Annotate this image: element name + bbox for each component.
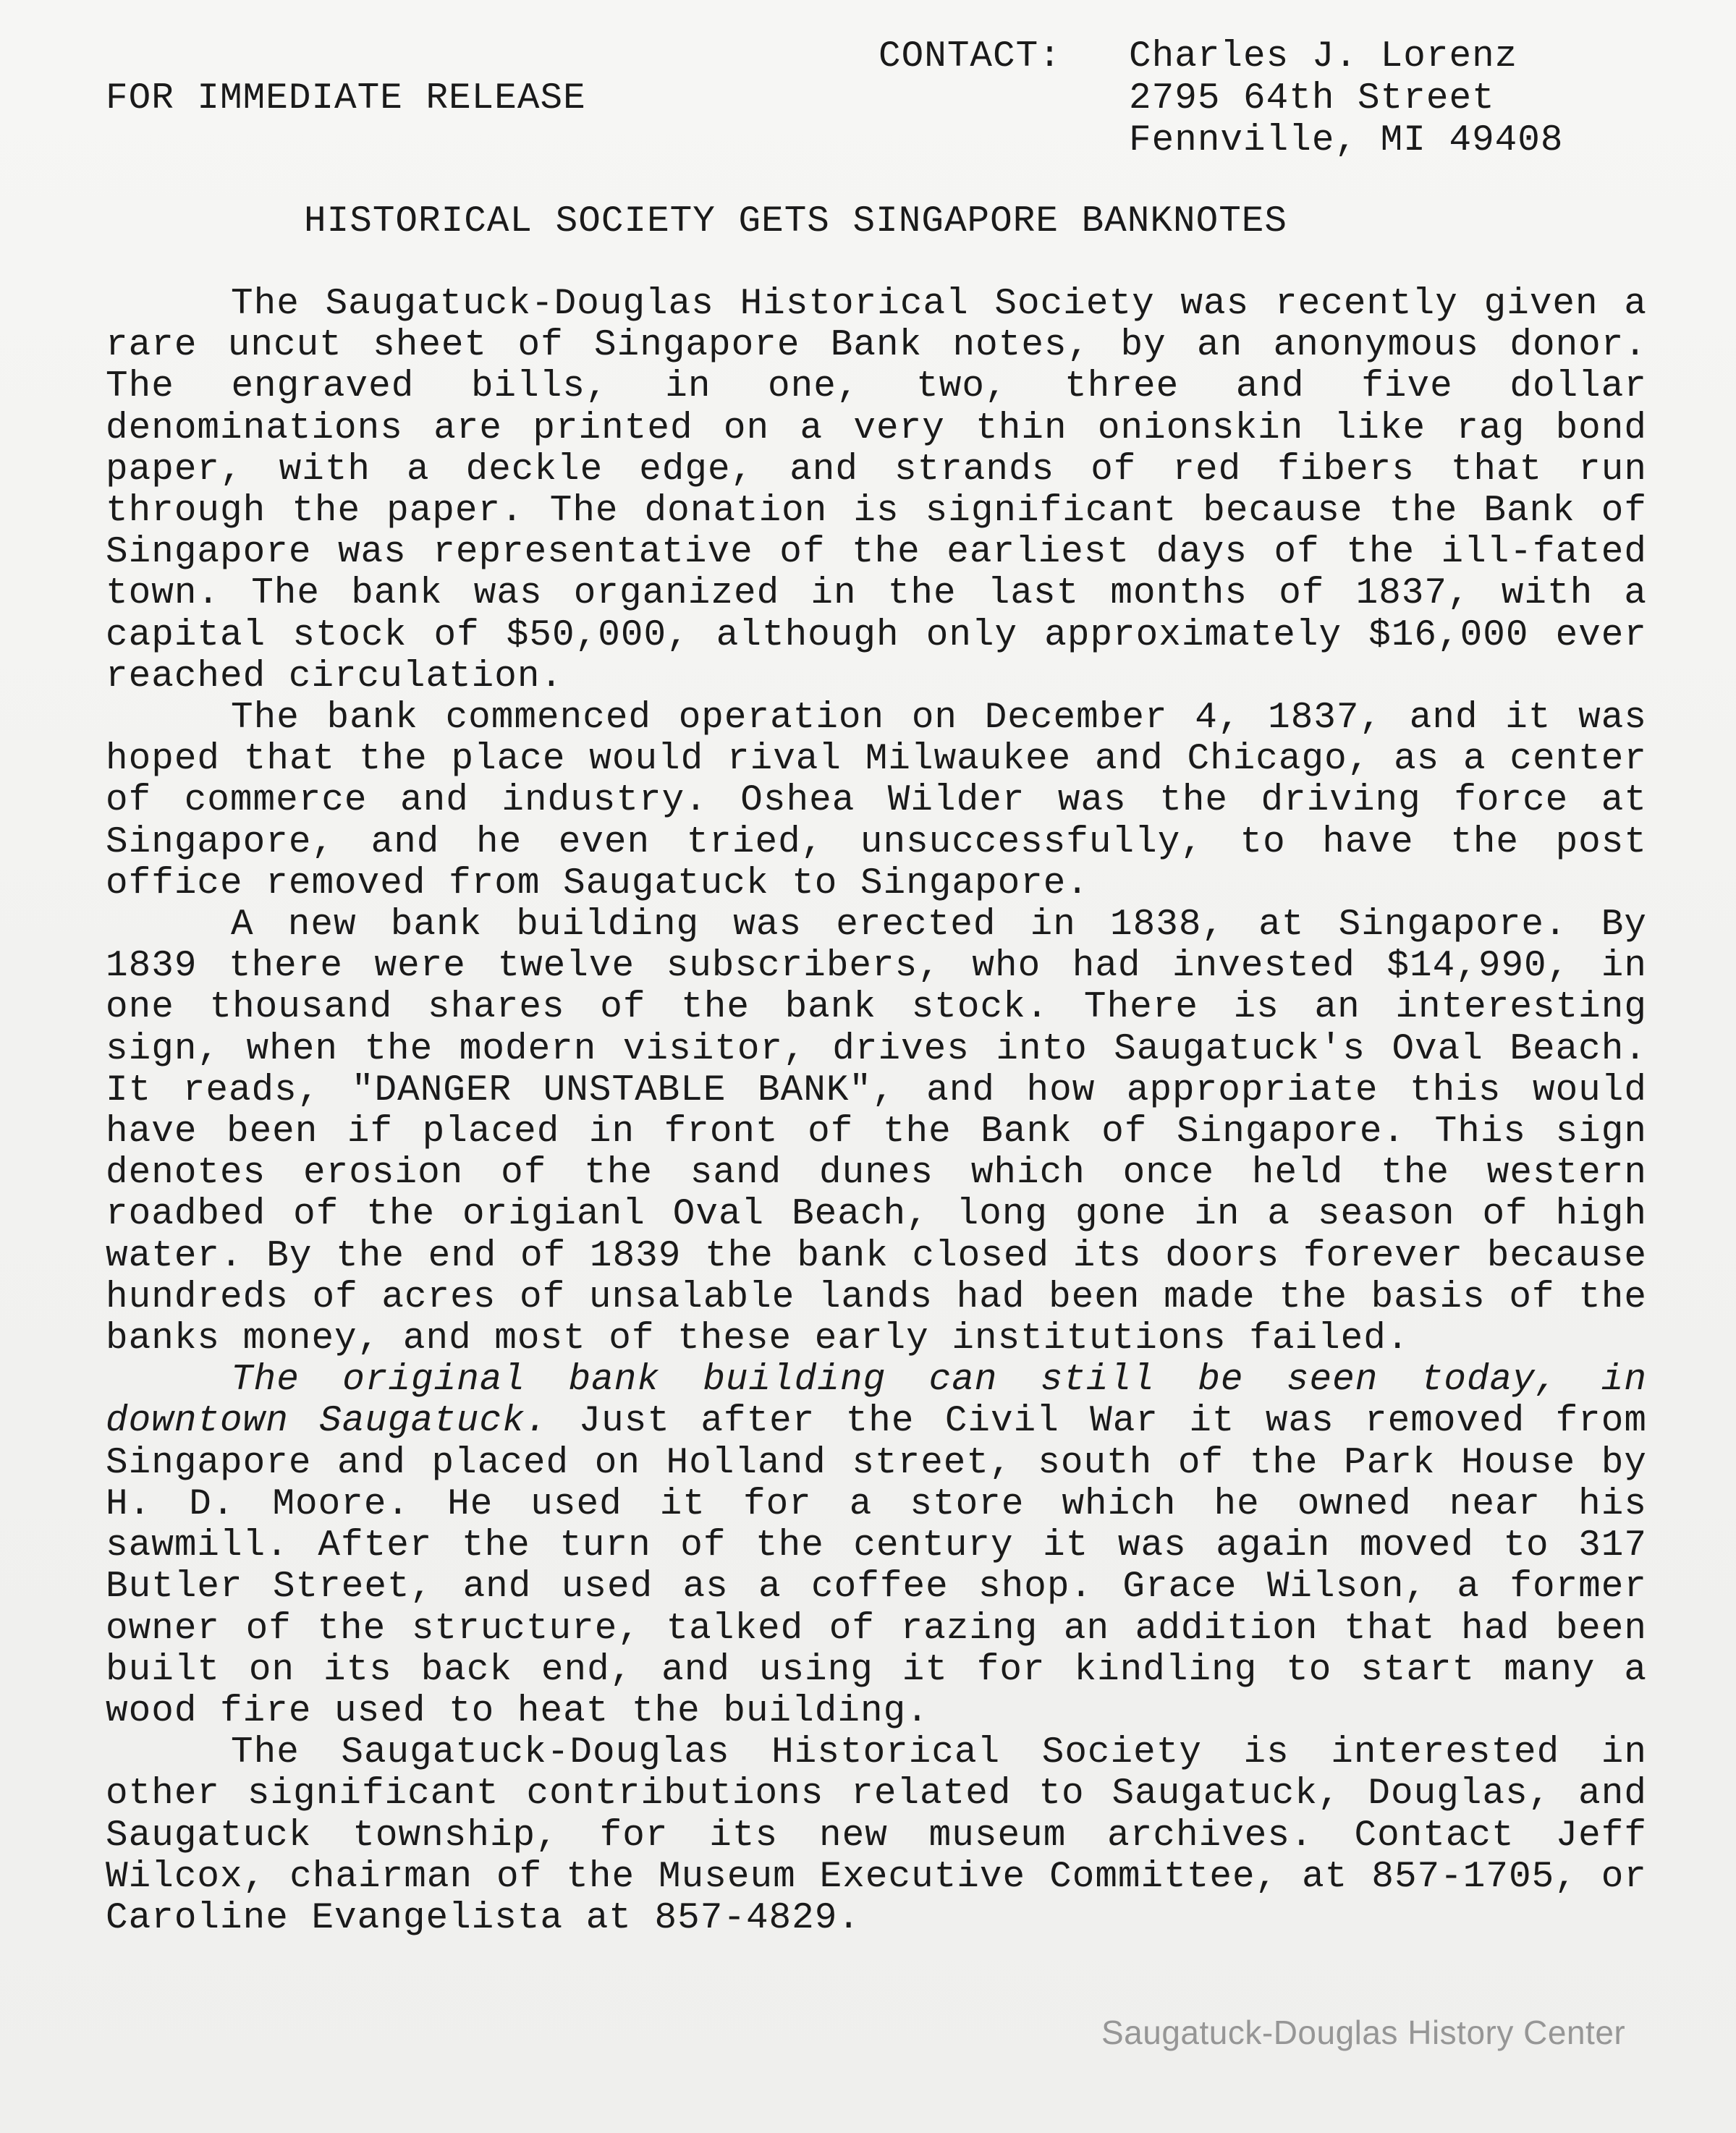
paragraph-contact: The Saugatuck-Douglas Historical Society is interested in other significant contributions related to Saugatuck, Douglas, and Saugatuck township, for its new museum archives. Contact Jeff Wilcox, chairman of the Museum Executive Committee, at 857-1705, or Caroline Evangelista at 857-4829. — [106, 1732, 1647, 1939]
paragraph-bank-history: A new bank building was erected in 1838, at Singapore. By 1839 there were twelve subscribers, who had invested $14,990, in one thousand shares of the bank stock. There is an interesting sign, when the modern visitor, drives into Saugatuck's Oval Beach. It reads, "DANGER UNSTABLE BANK", and how appropriate this would have been if placed in front of the Bank of Singapore. This sign denotes erosion of the sand dunes which once held the western roadbed of the origianl Oval Beach, long gone in a season of high water. By the end of 1839 the bank closed its doors forever because hundreds of acres of unsalable lands had been made the basis of the banks money, and most of these early institutions failed. — [106, 904, 1647, 1360]
watermark: Saugatuck-Douglas History Center — [1101, 2014, 1626, 2051]
contact-name: Charles J. Lorenz — [1129, 36, 1518, 77]
contact-label: CONTACT: — [878, 36, 1062, 77]
paragraph-donation: The Saugatuck-Douglas Historical Society was recently given a rare uncut sheet of Singapore Bank notes, by an anonymous donor. The engraved bills, in one, two, three and five dollar denominations are printed on a very thin onionskin like rag bond paper, with a deckle edge, and strands of red fibers that run through the paper. The donation is significant because the Bank of Singapore was representative of the earliest days of the ill-fated town. The bank was organized in the last months of 1837, with a capital stock of $50,000, although only approximately $16,000 ever reached circulation. — [106, 284, 1647, 697]
building-text: Just after the Civil War it was removed from Singapore and placed on Holland street, south of the Park House by H. D. Moore. He used it for a store which he owned near his sawmill. After the turn of the century it was again moved to 317 Butler Street, and used as a coffee shop. Grace Wilson, a former owner of the structure, talked of razing an addition that had been built on its back end, and using it for kindling to start many a wood fire used to heat the building. — [106, 1401, 1647, 1732]
contact-address — [1129, 36, 1564, 162]
paragraph-building — [106, 1360, 1647, 1732]
contact-street: 2795 64th Street — [1129, 78, 1495, 119]
paragraph-bank-operation: The bank commenced operation on December 4, 1837, and it was hoped that the place would rival Milwaukee and Chicago, as a center of commerce and industry. Oshea Wilder was the driving force at Singapore, and he even tried, unsuccessfully, to have the post office removed from Saugatuck to Singapore. — [106, 697, 1647, 904]
contact-city: Fennville, MI 49408 — [1129, 120, 1564, 161]
building-italic-lead: The original bank building can still be seen today, in downtown Saugatuck. — [106, 1360, 1647, 1443]
release-notice: FOR IMMEDIATE RELEASE — [106, 78, 586, 119]
article-body — [106, 284, 1647, 1939]
headline: HISTORICAL SOCIETY GETS SINGAPORE BANKNOTES — [304, 201, 1288, 242]
